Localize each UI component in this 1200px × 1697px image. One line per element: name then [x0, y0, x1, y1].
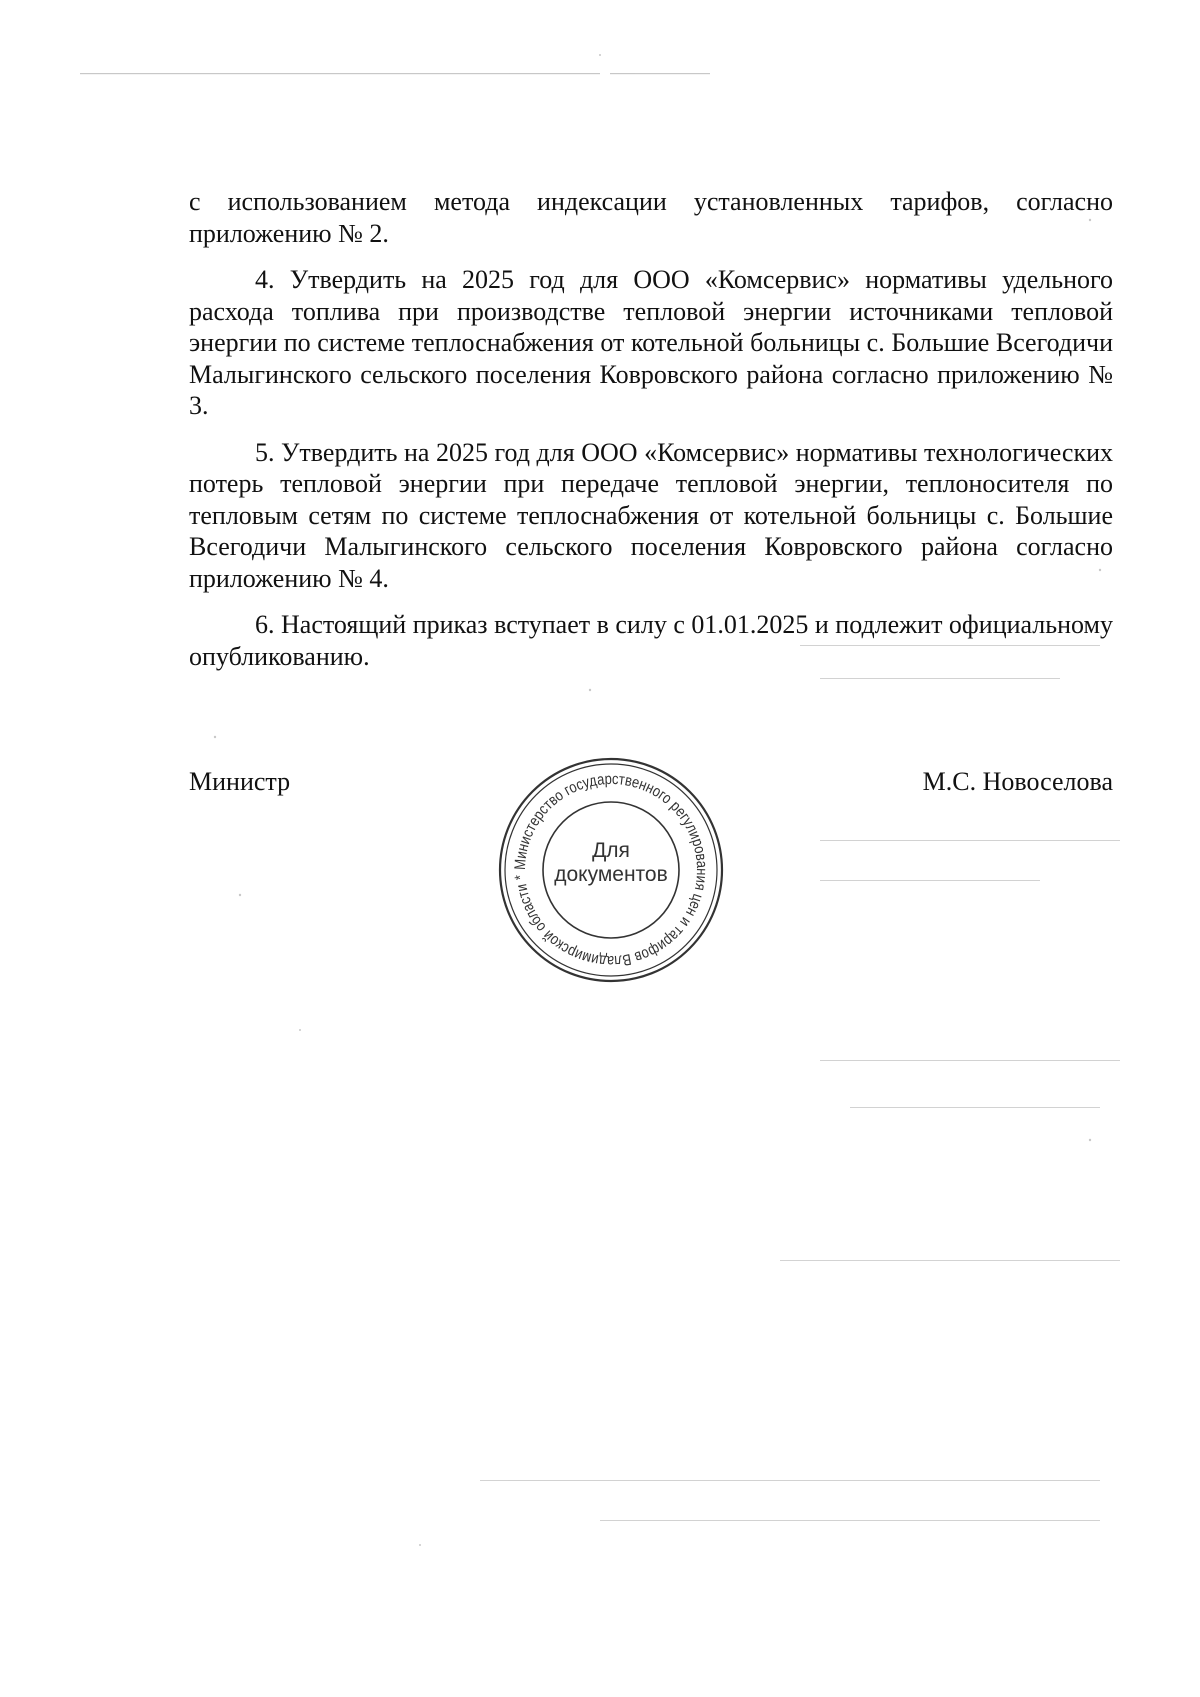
paragraph-item-6: 6. Настоящий приказ вступает в силу с 01.01.2025 и подлежит официальному опубликованию. [189, 610, 1113, 671]
paragraph-item-5: 5. Утвердить на 2025 год для ООО «Комсервис» нормативы технологических потерь тепловой энергии при передаче тепловой энергии, теплоносителя по тепловым сетям по системе теплоснабжения от котельной больницы с. Большие Всегодичи Малыгинского сельского поселения Ковровского района согласно приложению № 4. [189, 437, 1113, 593]
signatory-position: Министр [189, 767, 291, 796]
paragraph-continuation: с использованием метода индексации установленных тарифов, согласно приложению № 2. [189, 187, 1113, 248]
seal-center-line-1: Для [592, 839, 630, 862]
signatory-name: М.С. Новоселова [922, 767, 1113, 796]
paragraph-item-4: 4. Утвердить на 2025 год для ООО «Комсервис» нормативы удельного расхода топлива при производстве тепловой энергии источниками тепловой энергии по системе теплоснабжения от котельной больницы с. Большие Всегодичи Малыгинского сельского поселения Ковровского района согласно приложению № 3. [189, 265, 1113, 420]
seal-center-text [536, 839, 686, 887]
seal-ring-text: Министерство государственного регулирования цен и тарифов Владимирской области * [511, 770, 711, 970]
official-seal [496, 755, 726, 985]
seal-center-line-2: документов [554, 863, 668, 886]
document-body [189, 186, 1113, 687]
